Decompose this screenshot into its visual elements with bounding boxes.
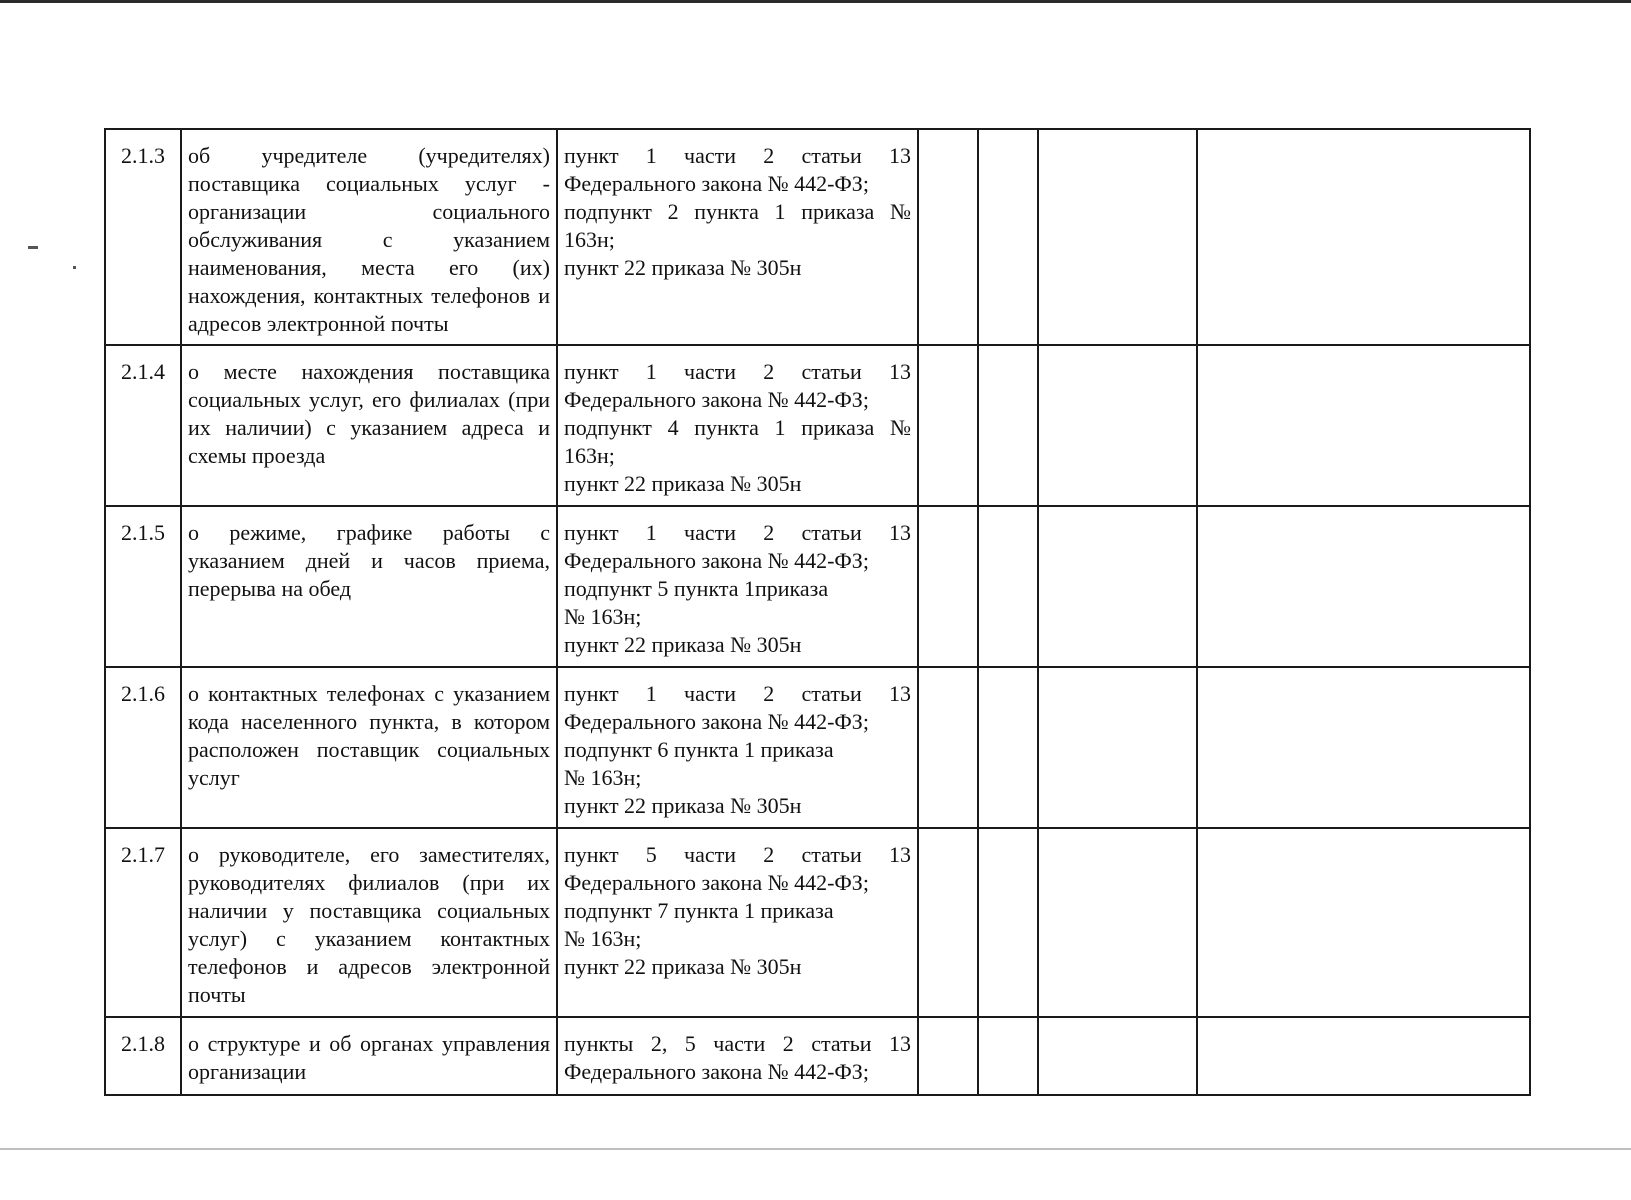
empty-cell bbox=[918, 129, 978, 345]
reference-line: подпункт 2 пункта 1 приказа № 163н; bbox=[564, 199, 911, 252]
row-description: о руководителе, его заместителях, руководителях филиалов (при их наличии у поставщика социальных услуг) с указанием контактных телефонов и адресов электронной почты bbox=[181, 828, 557, 1017]
empty-cell bbox=[978, 129, 1038, 345]
reference-line: пункт 22 приказа № 305н bbox=[564, 471, 802, 496]
row-references bbox=[557, 667, 918, 828]
reference-line: пункт 22 приказа № 305н bbox=[564, 954, 802, 979]
reference-line: подпункт 6 пункта 1 приказа bbox=[564, 737, 834, 762]
empty-cell bbox=[1038, 828, 1197, 1017]
reference-line: пункт 22 приказа № 305н bbox=[564, 632, 802, 657]
empty-cell bbox=[978, 828, 1038, 1017]
scan-speck bbox=[28, 246, 38, 249]
table-row bbox=[105, 345, 1530, 506]
empty-cell bbox=[918, 828, 978, 1017]
empty-cell bbox=[918, 667, 978, 828]
page-bottom-edge bbox=[0, 1148, 1631, 1150]
empty-cell bbox=[918, 506, 978, 667]
empty-cell bbox=[978, 1017, 1038, 1095]
reference-line: № 163н; bbox=[564, 765, 642, 790]
table-row bbox=[105, 828, 1530, 1017]
row-references bbox=[557, 1017, 918, 1095]
empty-cell bbox=[978, 506, 1038, 667]
empty-cell bbox=[1038, 129, 1197, 345]
reference-line: пункт 22 приказа № 305н bbox=[564, 793, 802, 818]
reference-line: пункт 22 приказа № 305н bbox=[564, 255, 802, 280]
row-description: о режиме, графике работы с указанием дней и часов приема, перерыва на обед bbox=[181, 506, 557, 667]
empty-cell bbox=[1197, 1017, 1530, 1095]
empty-cell bbox=[1197, 828, 1530, 1017]
row-number: 2.1.7 bbox=[105, 828, 181, 1017]
empty-cell bbox=[918, 1017, 978, 1095]
table-row bbox=[105, 129, 1530, 345]
empty-cell bbox=[1197, 506, 1530, 667]
reference-line: пункты 2, 5 части 2 статьи 13 Федерального закона № 442-ФЗ; bbox=[564, 1031, 911, 1084]
row-references bbox=[557, 506, 918, 667]
row-references bbox=[557, 129, 918, 345]
row-number: 2.1.3 bbox=[105, 129, 181, 345]
row-references bbox=[557, 345, 918, 506]
table-row bbox=[105, 667, 1530, 828]
empty-cell bbox=[1038, 1017, 1197, 1095]
row-number: 2.1.4 bbox=[105, 345, 181, 506]
reference-line: подпункт 4 пункта 1 приказа № 163н; bbox=[564, 415, 911, 468]
scan-speck bbox=[73, 266, 76, 269]
reference-line: № 163н; bbox=[564, 604, 642, 629]
empty-cell bbox=[1197, 345, 1530, 506]
reference-line: № 163н; bbox=[564, 926, 642, 951]
row-number: 2.1.5 bbox=[105, 506, 181, 667]
reference-line: подпункт 5 пункта 1приказа bbox=[564, 576, 829, 601]
row-description: о месте нахождения поставщика социальных услуг, его филиалах (при их наличии) с указанием адреса и схемы проезда bbox=[181, 345, 557, 506]
table-row bbox=[105, 506, 1530, 667]
requirements-table bbox=[104, 128, 1531, 1096]
row-description: об учредителе (учредителях) поставщика социальных услуг - организации социального обслуживания с указанием наименования, места его (их) нахождения, контактных телефонов и адресов электронной почты bbox=[181, 129, 557, 345]
empty-cell bbox=[1038, 345, 1197, 506]
page-top-edge bbox=[0, 0, 1631, 3]
reference-line: пункт 1 части 2 статьи 13 Федерального закона № 442-ФЗ; bbox=[564, 359, 911, 412]
empty-cell bbox=[978, 345, 1038, 506]
reference-line: пункт 1 части 2 статьи 13 Федерального закона № 442-ФЗ; bbox=[564, 143, 911, 196]
row-number: 2.1.6 bbox=[105, 667, 181, 828]
table-row bbox=[105, 1017, 1530, 1095]
empty-cell bbox=[918, 345, 978, 506]
row-description: о контактных телефонах с указанием кода населенного пункта, в котором расположен поставщик социальных услуг bbox=[181, 667, 557, 828]
empty-cell bbox=[1197, 667, 1530, 828]
row-description: о структуре и об органах управления организации bbox=[181, 1017, 557, 1095]
reference-line: подпункт 7 пункта 1 приказа bbox=[564, 898, 834, 923]
empty-cell bbox=[1038, 667, 1197, 828]
reference-line: пункт 5 части 2 статьи 13 Федерального закона № 442-ФЗ; bbox=[564, 842, 911, 895]
empty-cell bbox=[1038, 506, 1197, 667]
reference-line: пункт 1 части 2 статьи 13 Федерального закона № 442-ФЗ; bbox=[564, 681, 911, 734]
reference-line: пункт 1 части 2 статьи 13 Федерального закона № 442-ФЗ; bbox=[564, 520, 911, 573]
empty-cell bbox=[978, 667, 1038, 828]
row-references bbox=[557, 828, 918, 1017]
empty-cell bbox=[1197, 129, 1530, 345]
row-number: 2.1.8 bbox=[105, 1017, 181, 1095]
